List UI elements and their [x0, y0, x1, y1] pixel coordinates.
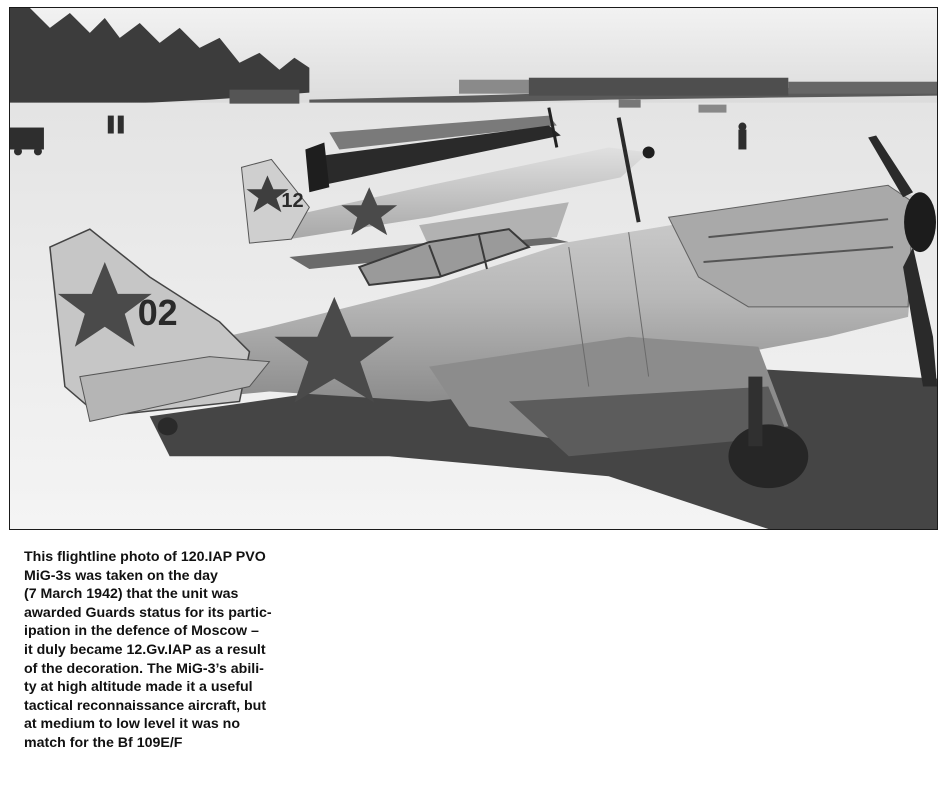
caption-line: at medium to low level it was no — [24, 716, 241, 733]
caption-line: (7 March 1942) that the unit was — [24, 586, 239, 603]
caption-line: This flightline photo of 120.IAP PVO — [24, 549, 266, 565]
caption-line: match for the Bf 109E/F — [24, 734, 183, 751]
caption-line: it duly became 12.Gv.IAP as a result — [24, 641, 266, 658]
caption-line: ty at high altitude made it a useful — [24, 679, 253, 696]
figure-photo — [9, 7, 938, 530]
caption-line: awarded Guards status for its partic- — [24, 604, 272, 621]
flightline-photo-illustration — [10, 8, 937, 529]
tail-code-second: 12 — [281, 190, 304, 213]
caption-line: tactical reconnaissance aircraft, but — [24, 697, 267, 714]
caption-line: of the decoration. The MiG-3’s abili- — [24, 660, 264, 677]
caption-line: MiG-3s was taken on the day — [24, 567, 218, 584]
figure-caption — [24, 548, 324, 753]
tail-wheel — [158, 417, 178, 435]
caption-line: ipation in the defence of Moscow – — [24, 623, 259, 640]
tail-code-front: 02 — [137, 292, 178, 333]
main-wheel — [728, 424, 808, 488]
